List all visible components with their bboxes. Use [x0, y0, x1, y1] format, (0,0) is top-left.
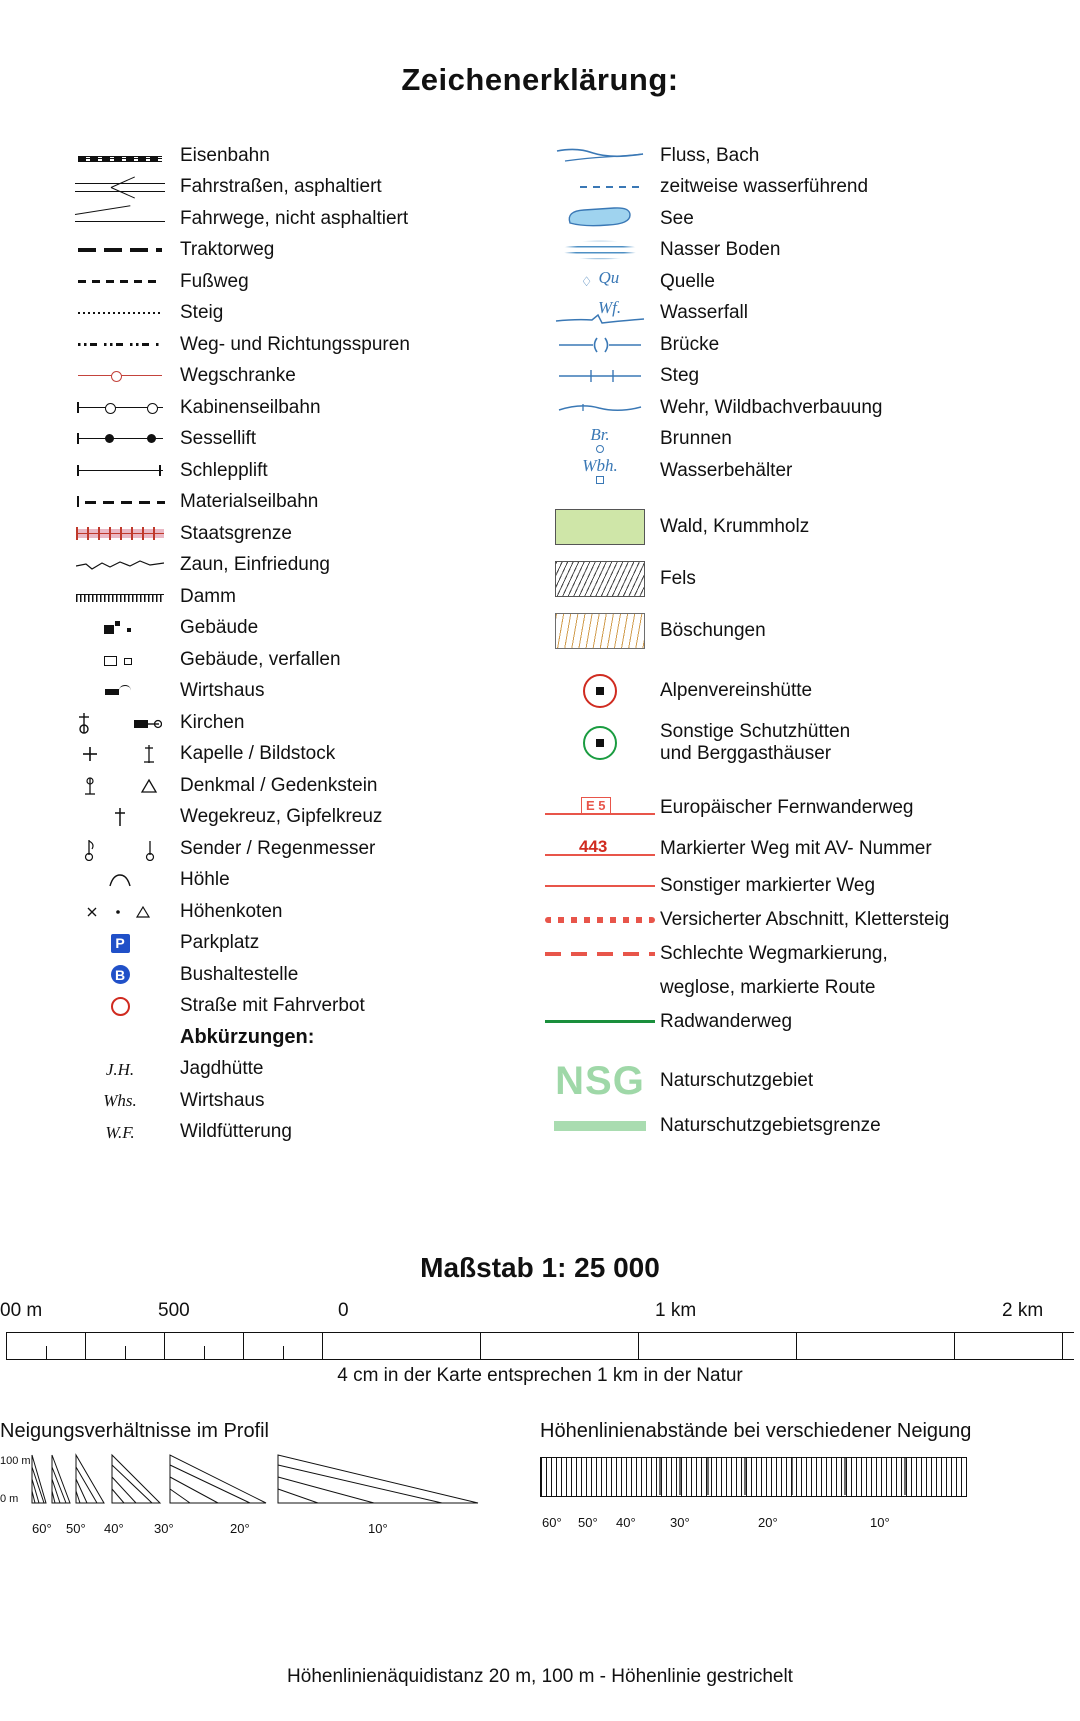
legend-label: Staatsgrenze [180, 522, 292, 544]
legend-label: Steig [180, 302, 224, 324]
degree-label: 30° [670, 1515, 690, 1530]
legend-row-radwanderweg [540, 1005, 1040, 1039]
profile-left-degrees [30, 1521, 490, 1539]
legend-label: Damm [180, 585, 236, 607]
legend-label: Wegekreuz, Gipfelkreuz [180, 806, 383, 828]
degree-label: 50° [66, 1521, 86, 1536]
legend-label: Kabinenseilbahn [180, 396, 321, 418]
degree-label: 20° [758, 1515, 778, 1530]
profile-left-title: Neigungsverhältnisse im Profil [0, 1420, 270, 1442]
legend-row-bushaltestelle [60, 959, 490, 991]
spring-icon: ♢ Qu [580, 268, 620, 289]
legend-label: Eisenbahn [180, 144, 270, 166]
legend-row-nasserboden [540, 235, 1040, 267]
legend-row-naturschutzgebiet [540, 1053, 1040, 1109]
abbrev-row-wildfuetterung [60, 1117, 490, 1149]
scale-bar-section [0, 1300, 1080, 1360]
footbridge-icon [540, 361, 660, 393]
legend-row-wasserbehaelter [540, 455, 1040, 487]
scale-note: 4 cm in der Karte entsprechen 1 km in der Natur [337, 1365, 743, 1386]
legend-label: Wasserbehälter [660, 459, 793, 481]
legend-row-wegspuren [60, 329, 490, 361]
forest-area-swatch [540, 511, 660, 543]
legend-label: Parkplatz [180, 932, 260, 954]
legend-row-staatsgrenze [60, 518, 490, 550]
abbrev-symbol [60, 1054, 180, 1086]
legend-row-fussweg [60, 266, 490, 298]
legend-label: Wegschranke [180, 365, 296, 387]
cycle-route-line [540, 1006, 660, 1038]
ski-tow-line [60, 455, 180, 487]
legend-row-fels [540, 553, 1040, 605]
legend-label: Fahrwege, nicht asphaltiert [180, 207, 409, 229]
legend-row-schlechte-markierung [540, 937, 1040, 971]
water-tank-icon [540, 455, 660, 487]
legend-row-boeschungen [540, 605, 1040, 657]
legend-label-line1: Sonstige Schutzhütten [660, 720, 851, 742]
legend-label: Fluss, Bach [660, 144, 760, 166]
nsg-boundary-band [540, 1110, 660, 1142]
building-icon [60, 613, 180, 645]
legend-label: Fußweg [180, 270, 249, 292]
nsg-text-symbol [540, 1058, 660, 1103]
degree-label: 40° [616, 1515, 636, 1530]
legend-label: Quelle [660, 270, 715, 292]
waterfall-abbrev: Wf. [598, 298, 622, 318]
path-traces-dashdot-line [60, 329, 180, 361]
legend-row-zeitweise [540, 172, 1040, 204]
well-icon [540, 424, 660, 456]
wayside-cross-summit-cross-icon [60, 802, 180, 834]
legend-row-traktorweg [60, 235, 490, 267]
legend-label: Zaun, Einfriedung [180, 554, 330, 576]
legend-row-wegekreuz [60, 802, 490, 834]
legend-row-gebaeude-verfallen [60, 644, 490, 676]
legend-row-parkplatz [60, 928, 490, 960]
tractor-track-dashed-line [60, 235, 180, 267]
legend-row-alpenvereinshuette [540, 667, 1040, 715]
bus-stop-icon: B [60, 959, 180, 991]
chapel-wayside-shrine-icon [60, 739, 180, 771]
cable-car-line [60, 392, 180, 424]
material-ropeway-line [60, 487, 180, 519]
slope-profile-diagram [30, 1453, 490, 1507]
legend-row-kabinenseilbahn [60, 392, 490, 424]
scale-label: 00 m [0, 1300, 43, 1321]
legend-label: weglose, markierte Route [660, 976, 876, 998]
scale-tick-labels [0, 1300, 1080, 1326]
legend-label: Alpenvereinshütte [660, 679, 813, 701]
barrier-gate-icon [60, 361, 180, 393]
abbrev-symbol [60, 1117, 180, 1149]
spacer [60, 1022, 180, 1054]
profile-left [0, 1420, 520, 1539]
legend-label: Denkmal / Gedenkstein [180, 774, 378, 796]
legend-row-brunnen [540, 424, 1040, 456]
legend-label: Steg [660, 365, 700, 387]
legend-label: Fels [660, 567, 696, 589]
chairlift-line [60, 424, 180, 456]
legend-label: Straße mit Fahrverbot [180, 995, 365, 1017]
ruined-building-icon [60, 644, 180, 676]
abbrev-text: W.F. [105, 1122, 135, 1142]
legend-label: Naturschutzgebiet [660, 1069, 814, 1091]
legend-right-column [540, 140, 1040, 1143]
scale-label: 0 [338, 1300, 349, 1321]
abbrev-title-row [60, 1022, 490, 1054]
paved-road-line [60, 172, 180, 204]
legend-label: Jagdhütte [180, 1058, 264, 1080]
spacer [540, 972, 660, 1004]
spring-abbrev: Qu [598, 268, 620, 288]
legend-row-sender [60, 833, 490, 865]
profile-right [540, 1420, 1080, 1533]
legend-label: Materialseilbahn [180, 491, 319, 513]
legend-label: Versicherter Abschnitt, Klettersteig [660, 908, 950, 930]
profile-right-degrees [540, 1515, 970, 1533]
legend-label: Fahrstraßen, asphaltiert [180, 176, 382, 198]
no-driving-road-icon [60, 991, 180, 1023]
abbrev-row-jagdhuette [60, 1054, 490, 1086]
monument-memorial-icon [60, 770, 180, 802]
intermittent-water-line [540, 172, 660, 204]
legend-label-multiline [660, 721, 850, 765]
legend-label: Schlechte Wegmarkierung, [660, 942, 888, 964]
legend-row-klettersteig [540, 903, 1040, 937]
legend-label: Traktorweg [180, 239, 275, 261]
legend-label: Radwanderweg [660, 1010, 793, 1032]
legend-label: Kapelle / Bildstock [180, 743, 336, 765]
trail-dotted-line [60, 298, 180, 330]
equidistance-note: Höhenlinienäquidistanz 20 m, 100 m - Höhenlinie gestrichelt [287, 1666, 793, 1687]
degree-label: 40° [104, 1521, 124, 1536]
legend-row-eisenbahn [60, 140, 490, 172]
legend-row-zaun [60, 550, 490, 582]
unpaved-road-line [60, 203, 180, 235]
legend-label: Sessellift [180, 428, 257, 450]
waterfall-icon [540, 298, 660, 330]
legend-label: See [660, 207, 694, 229]
legend-label: Schlepplift [180, 459, 268, 481]
legend-row-materialseilbahn [60, 487, 490, 519]
scale-label: 2 km [1002, 1300, 1044, 1321]
scale-bar [6, 1332, 1074, 1360]
legend-label: Weg- und Richtungsspuren [180, 333, 410, 355]
legend-row-kirchen [60, 707, 490, 739]
legend-row-steg-water [540, 361, 1040, 393]
degree-label: 60° [32, 1521, 52, 1536]
legend-row-wehr [540, 392, 1040, 424]
legend-label: Gebäude, verfallen [180, 648, 341, 670]
legend-row-wegschranke [60, 361, 490, 393]
well-abbrev: Br. [590, 424, 610, 444]
abbrev-title: Abkürzungen: [180, 1026, 315, 1049]
marked-path-with-av-number [540, 833, 660, 865]
other-shelter-icon [540, 727, 660, 759]
rock-area-swatch [540, 563, 660, 595]
degree-label: 20° [230, 1521, 250, 1536]
legend-row-denkmal [60, 770, 490, 802]
legend-row-wald [540, 501, 1040, 553]
bridge-icon [540, 329, 660, 361]
legend-row-sessellift [60, 424, 490, 456]
spot-heights-icon [60, 896, 180, 928]
legend-label: Europäischer Fernwanderweg [660, 796, 914, 818]
embankment-line [60, 581, 180, 613]
legend-row-markierter-weg [540, 869, 1040, 903]
legend-label: Naturschutzgebietsgrenze [660, 1114, 881, 1136]
legend-label: Kirchen [180, 711, 245, 733]
legend-row-kapelle [60, 739, 490, 771]
degree-label: 10° [368, 1521, 388, 1536]
inn-icon [60, 676, 180, 708]
legend-row-fahrstrassen [60, 172, 490, 204]
legend-label: Höhenkoten [180, 900, 283, 922]
legend-row-schlepplift [60, 455, 490, 487]
legend-label: Brücke [660, 333, 720, 355]
legend-row-gebaeude [60, 613, 490, 645]
legend-label: Gebäude [180, 617, 259, 639]
profile-y-bottom: 0 m [0, 1493, 19, 1505]
legend-label: Markierter Weg mit AV- Nummer [660, 837, 932, 859]
route-badge: E 5 [581, 797, 611, 814]
legend-row-hoehle [60, 865, 490, 897]
slope-area-swatch [540, 615, 660, 647]
abbrev-row-wirtshaus [60, 1085, 490, 1117]
cave-icon [60, 865, 180, 897]
weir-icon [540, 392, 660, 424]
legend-label: Nasser Boden [660, 239, 781, 261]
scale-label: 500 [158, 1300, 190, 1321]
degree-label: 10° [870, 1515, 890, 1530]
legend-label: Böschungen [660, 619, 766, 641]
european-long-distance-path [540, 792, 660, 824]
legend-row-fahrwege [60, 203, 490, 235]
legend-row-quelle [540, 266, 1040, 298]
legend-row-see [540, 203, 1040, 235]
legend-row-schutzhuetten [540, 715, 1040, 771]
nsg-text: NSG [555, 1058, 645, 1103]
transmitter-rain-gauge-icon [60, 833, 180, 865]
profile-right-title: Höhenlinienabstände bei verschiedener Neigung [540, 1420, 972, 1442]
legend-row-damm [60, 581, 490, 613]
degree-label: 30° [154, 1521, 174, 1536]
legend-label: Wasserfall [660, 302, 748, 324]
legend-label: Wirtshaus [180, 680, 265, 702]
scale-title: Maßstab 1: 25 000 [420, 1252, 660, 1283]
secured-section-via-ferrata [540, 904, 660, 936]
legend-label: Sender / Regenmesser [180, 837, 376, 859]
legend-row-hoehenkoten [60, 896, 490, 928]
legend-row-fernwanderweg [540, 787, 1040, 829]
legend-label: Bushaltestelle [180, 963, 299, 985]
abbrev-text: Whs. [103, 1091, 137, 1111]
profile-y-top: 100 m [0, 1455, 31, 1467]
legend-label: Wirtshaus [180, 1089, 265, 1111]
legend-left-column [60, 140, 490, 1148]
abbrev-text: J.H. [105, 1059, 135, 1079]
legend-row-av-nummer [540, 829, 1040, 869]
legend-row-nsg-grenze [540, 1109, 1040, 1143]
legend-label: Wald, Krummholz [660, 515, 810, 537]
wet-ground-icon [540, 235, 660, 267]
legend-label: Sonstiger markierter Weg [660, 874, 876, 896]
legend-label: Brunnen [660, 428, 732, 450]
legend-label: Höhle [180, 869, 230, 891]
legend-label: Wehr, Wildbachverbauung [660, 396, 883, 418]
church-icon [60, 707, 180, 739]
legend-row-steig [60, 298, 490, 330]
footpath-dashed-line [60, 266, 180, 298]
poor-waymarking-route [540, 938, 660, 970]
tank-abbrev: Wbh. [582, 456, 618, 476]
scale-label: 1 km [655, 1300, 697, 1321]
alpine-club-hut-icon [540, 675, 660, 707]
other-marked-path [540, 870, 660, 902]
legend-label: Wildfütterung [180, 1121, 292, 1143]
fence-line [60, 550, 180, 582]
railway-line [60, 140, 180, 172]
legend-row-wasserfall [540, 298, 1040, 330]
legend-label-line2: und Berggasthäuser [660, 742, 832, 764]
legend-row-fluss [540, 140, 1040, 172]
route-number: 443 [579, 836, 608, 856]
legend-row-weglose-route [540, 971, 1040, 1005]
legend-row-bruecke [540, 329, 1040, 361]
abbrev-symbol [60, 1085, 180, 1117]
scale-ticks [6, 1333, 1074, 1359]
lake-shape [540, 203, 660, 235]
legend-row-wirtshaus [60, 676, 490, 708]
parking-icon: P [60, 928, 180, 960]
legend-row-fahrverbot [60, 991, 490, 1023]
state-border-line [60, 518, 180, 550]
degree-label: 60° [542, 1515, 562, 1530]
legend-label: zeitweise wasserführend [660, 176, 869, 198]
page-title: Zeichenerklärung: [401, 62, 679, 97]
degree-label: 50° [578, 1515, 598, 1530]
river-stream-line [540, 140, 660, 172]
